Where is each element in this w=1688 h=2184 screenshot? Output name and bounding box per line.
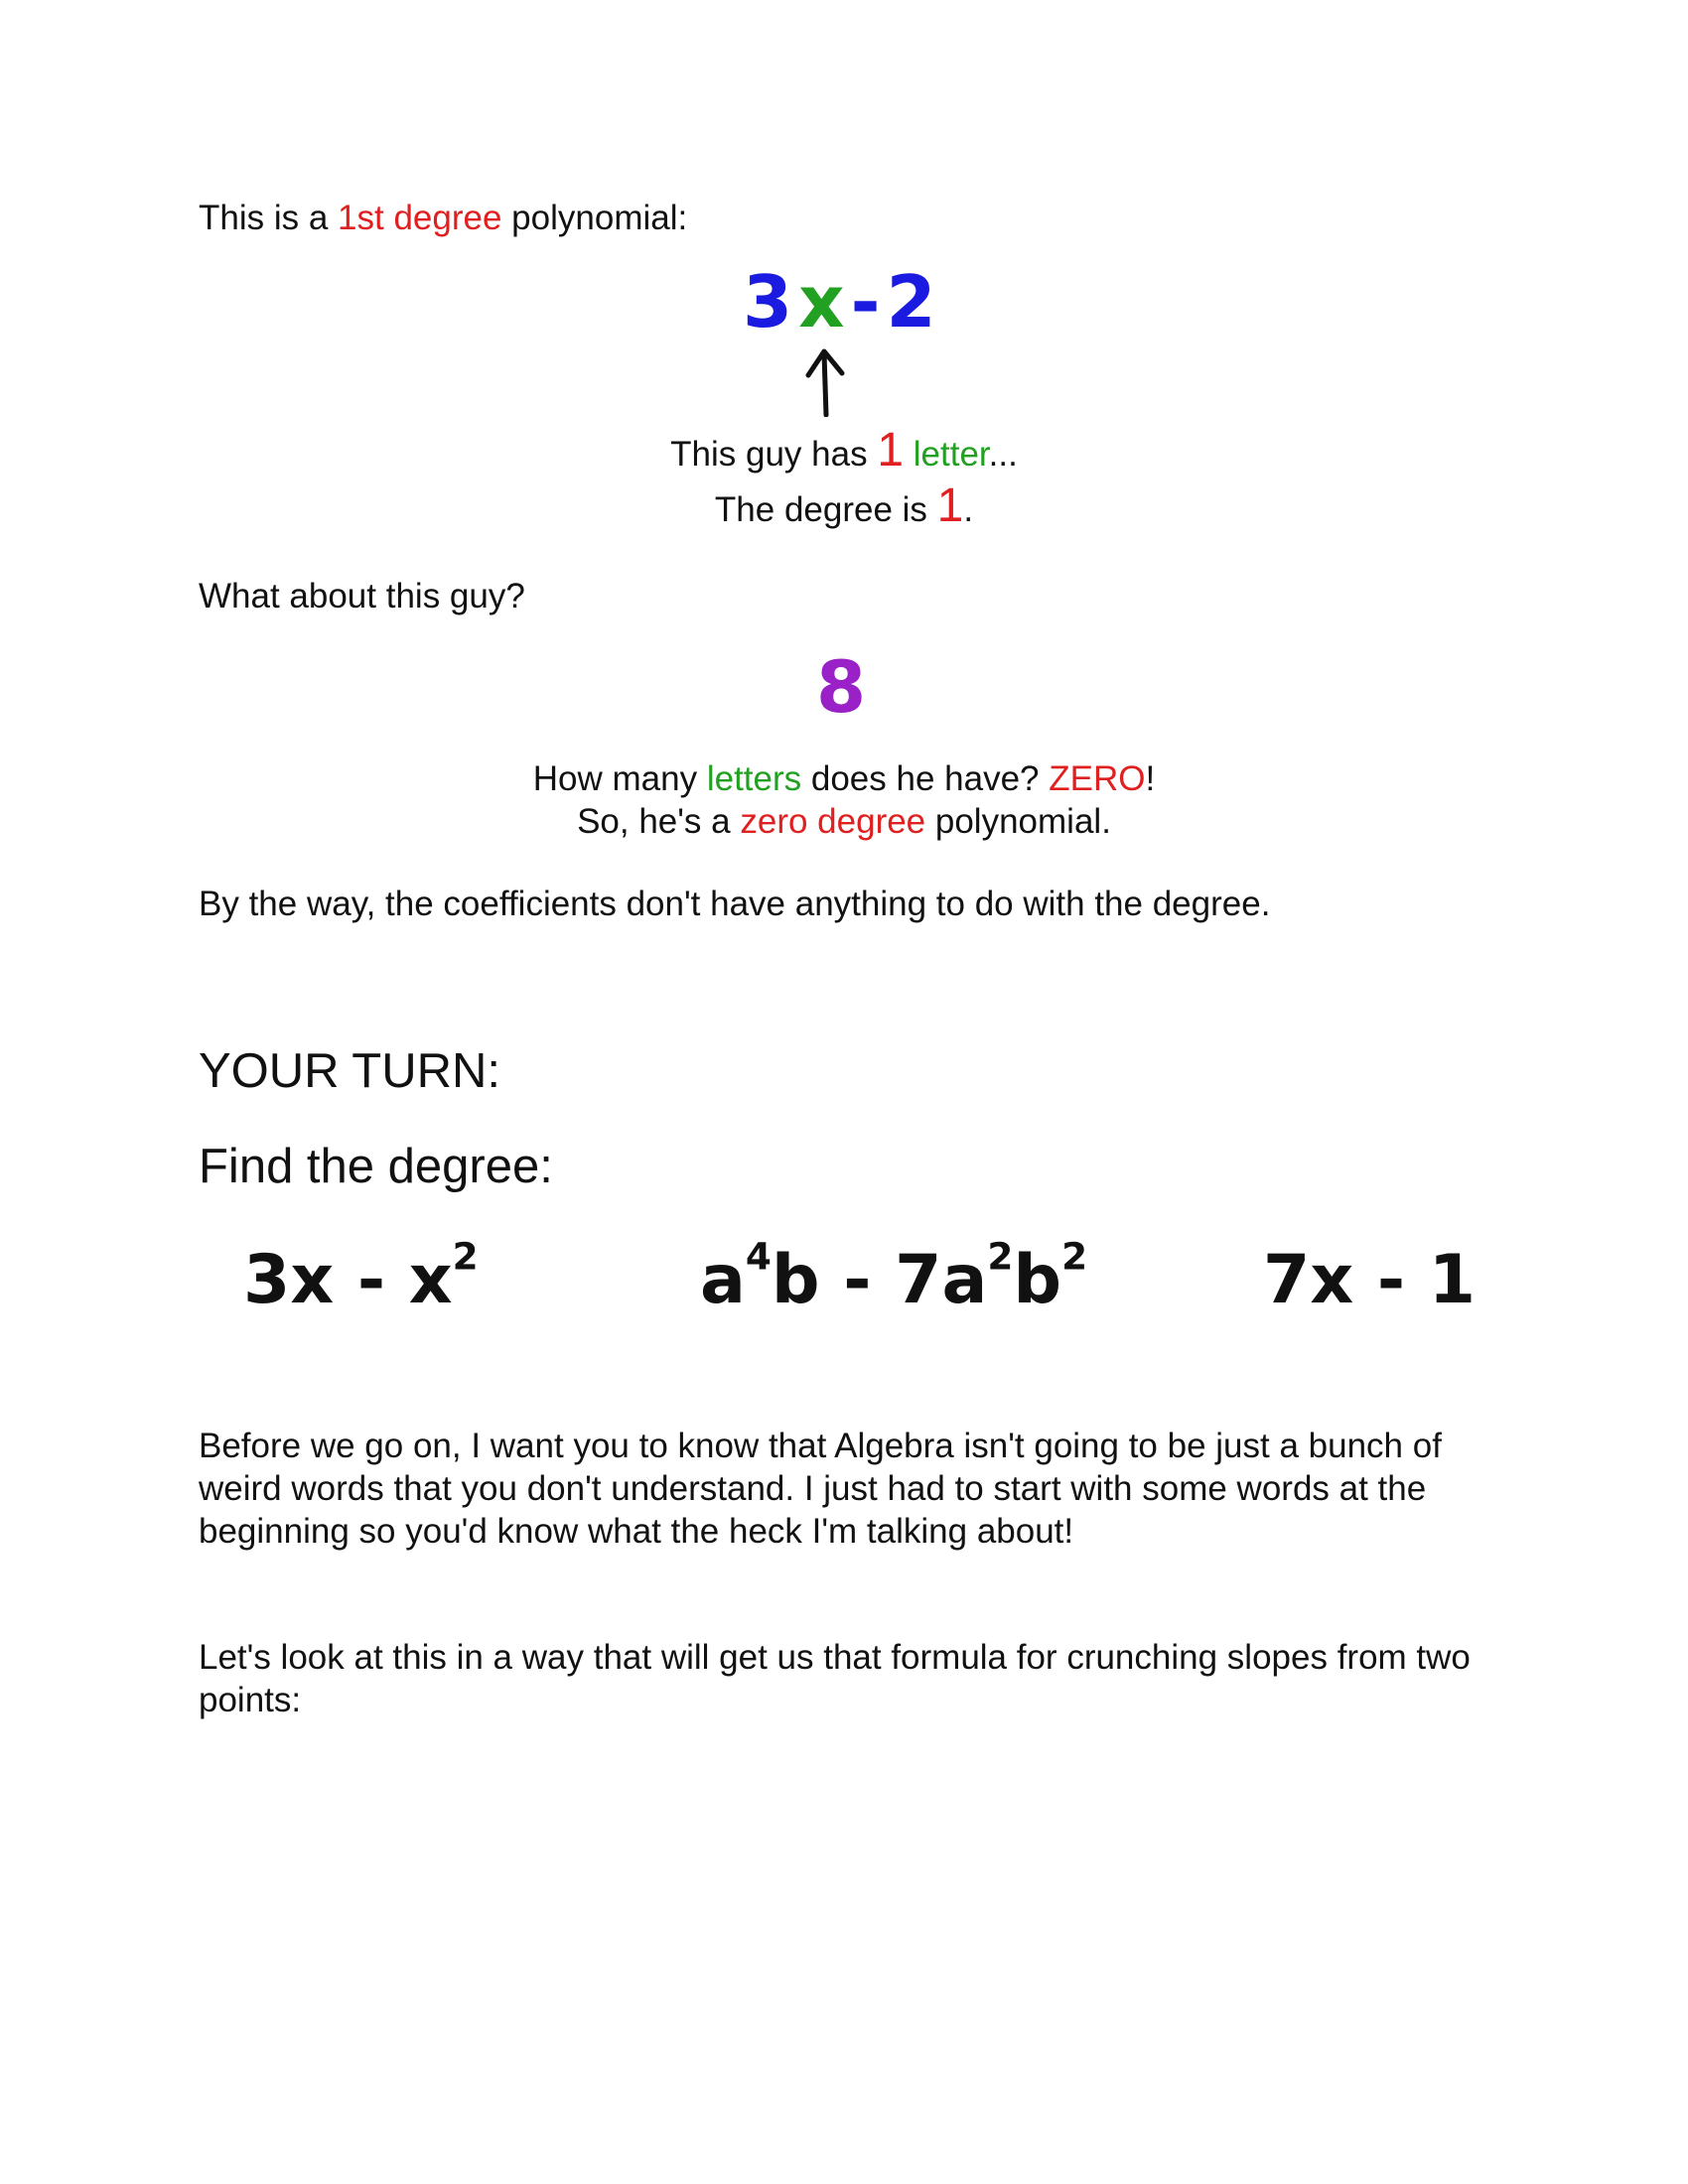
expr-coefficient: 3: [743, 260, 799, 343]
how-text: How many: [532, 759, 707, 798]
note-text: This guy has: [670, 435, 878, 474]
problem-3: 7x - 1: [1263, 1241, 1477, 1319]
intro-text: This is a: [199, 199, 339, 237]
so-text: So, he's a: [577, 802, 741, 841]
so-text-end: polynomial.: [925, 802, 1111, 841]
how-text-mid: does he have?: [801, 759, 1050, 798]
problem-1: [243, 1234, 479, 1319]
question-line: What about this guy?: [199, 577, 525, 615]
note-word-letter: letter: [913, 435, 989, 474]
intro-highlight: 1st degree: [338, 199, 502, 237]
how-many-line: [0, 757, 1688, 800]
up-arrow-icon: [802, 345, 848, 417]
zero-degree-line: [0, 800, 1688, 843]
problem-2-exp-3: 2: [1061, 1234, 1088, 1279]
expr-variable: x: [798, 260, 851, 343]
find-degree-heading: Find the degree:: [199, 1140, 553, 1193]
so-highlight: zero degree: [740, 802, 926, 841]
problem-2-b: b: [1013, 1241, 1062, 1319]
expr-constant: -2: [850, 260, 942, 343]
coefficient-note: By the way, the coefficients don't have anything to do with the degree.: [199, 885, 1271, 923]
algebra-paragraph: Before we go on, I want you to know that Algebra isn't going to be just a bunch of weird words that you don't understand. I just had to start with some words at the beginning so you'd know what the heck I'm talking about!: [199, 1427, 1442, 1551]
letter-count-note: [0, 424, 1688, 477]
degree-period: .: [963, 490, 974, 529]
problem-2-exp-2: 2: [987, 1234, 1014, 1279]
problem-2-exp-1: 4: [745, 1234, 772, 1279]
problem-1-base: 3x - x: [243, 1241, 453, 1319]
your-turn-heading: YOUR TURN:: [199, 1044, 501, 1098]
problem-2: [700, 1234, 1088, 1319]
problem-1-exponent: 2: [452, 1234, 479, 1279]
how-zero: ZERO: [1049, 759, 1146, 798]
degree-note: [0, 479, 1688, 532]
problem-2-mid: b - 7a: [771, 1241, 988, 1319]
expression-3x-2: [743, 260, 942, 343]
note-ellipsis: ...: [988, 435, 1018, 474]
how-letters: letters: [706, 759, 802, 798]
constant-eight: 8: [816, 645, 867, 729]
intro-text-end: polynomial:: [501, 199, 688, 237]
problem-2-a: a: [700, 1241, 746, 1319]
note-number: 1: [877, 424, 905, 477]
how-exclaim: !: [1145, 759, 1156, 798]
degree-number: 1: [936, 479, 964, 532]
slope-paragraph: Let's look at this in a way that will get us that formula for crunching slopes from two points:: [199, 1638, 1471, 1719]
intro-line: [199, 197, 687, 239]
degree-note-text: The degree is: [714, 490, 937, 529]
